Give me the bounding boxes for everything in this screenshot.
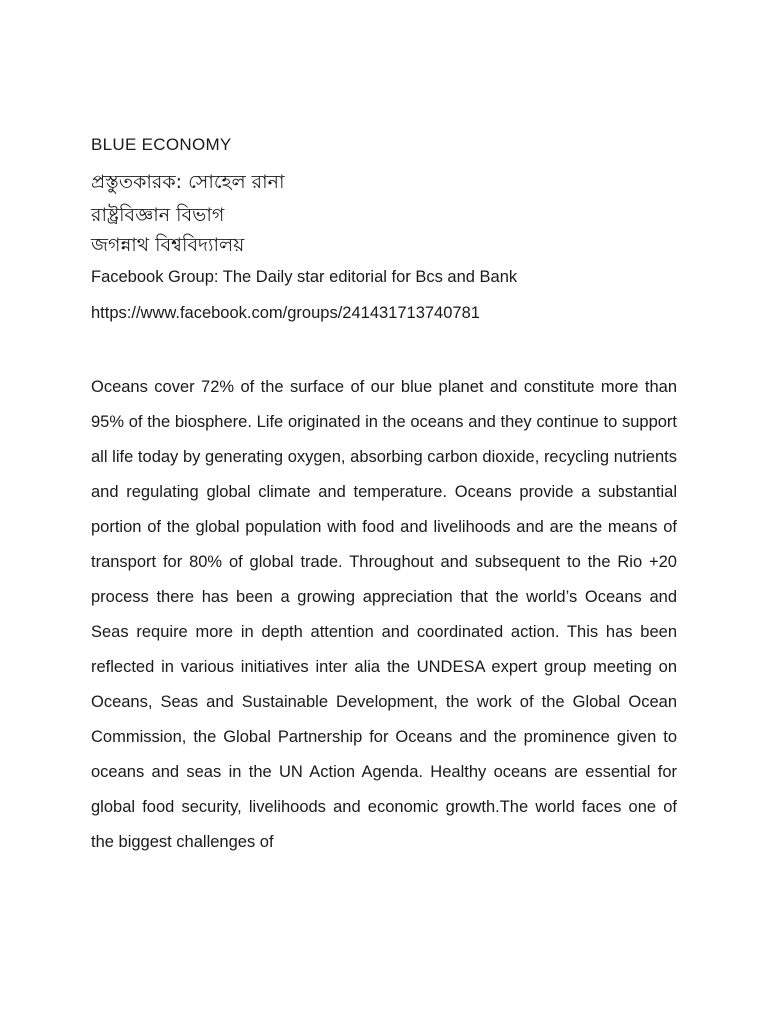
- document-page: [91, 0, 677, 1024]
- facebook-group-line: Facebook Group: The Daily star editorial for Bcs and Bank: [91, 268, 518, 286]
- body-paragraph: Oceans cover 72% of the surface of our blue planet and constitute more than 95% of the biosphere. Life originated in the oceans and they continue to support all life today by generating oxygen, absorbing carbon dioxide, recycling nutrients and regulating global climate and temperature. Oceans provide a substantial portion of the global population with food and livelihoods and are the means of transport for 80% of global trade. Throughout and subsequent to the Rio +20 process there has been a growing appreciation that the world’s Oceans and Seas require more in depth attention and coordinated action. This has been reflected in various initiatives inter alia the UNDESA expert group meeting on Oceans, Seas and Sustainable Development, the work of the Global Ocean Commission, the Global Partnership for Oceans and the prominence given to oceans and seas in the UN Action Agenda. Healthy oceans are essential for global food security, livelihoods and economic growth.The world faces one of the biggest challenges of: [91, 378, 677, 851]
- prepared-by-line: প্রস্তুতকারক: সোহেল রানা: [91, 171, 285, 193]
- facebook-group-link[interactable]: https://www.facebook.com/groups/241431713740781: [91, 304, 480, 322]
- university-line: জগন্নাথ বিশ্ববিদ্যালয়: [91, 234, 245, 256]
- document-title: BLUE ECONOMY: [91, 135, 232, 154]
- department-line: রাষ্ট্রবিজ্ঞান বিভাগ: [91, 204, 225, 226]
